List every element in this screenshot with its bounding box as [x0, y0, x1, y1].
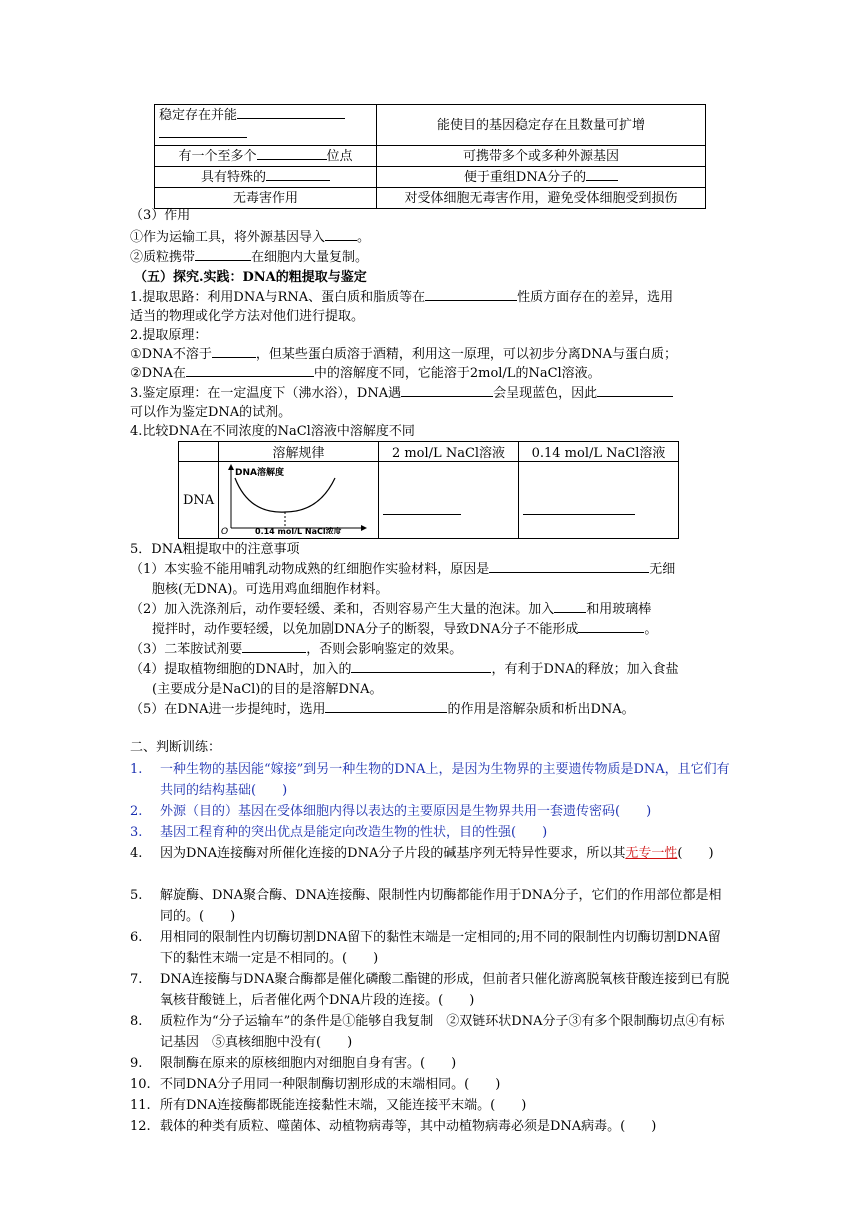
- item-number: 12.: [130, 1119, 151, 1134]
- section-heading: 5．DNA粗提取中的注意事项: [130, 542, 300, 557]
- solubility-graph-cell: [219, 462, 379, 539]
- item-number: 10.: [130, 1077, 151, 1092]
- answer-blank: [523, 502, 635, 515]
- cell-text: 可携带多个或多种外源基因: [377, 146, 706, 167]
- y-axis-label: DNA溶解度: [235, 468, 284, 478]
- text-line: （5）在DNA进一步提纯时，选用 的作用是溶解杂质和析出DNA。: [130, 702, 635, 717]
- solubility-curve-graph: [219, 462, 369, 534]
- answer-blank: [425, 288, 517, 301]
- item-text: 质粒作为“分子运输车”的条件是①能够自我复制 ②双链环状DNA分子③有多个限制酶切点④有标记基因 ⑤真核细胞中没有( ): [160, 1014, 725, 1050]
- item-number: 8.: [130, 1014, 143, 1029]
- item-text: 不同DNA分子用同一种限制酶切割形成的末端相同。( ): [160, 1077, 501, 1092]
- answer-blank: [401, 384, 493, 397]
- section-heading: （五）探究.实践：DNA的粗提取与鉴定: [134, 270, 367, 285]
- answer-blank: [325, 700, 447, 713]
- list-item: [130, 885, 730, 927]
- item-number: 11.: [130, 1098, 151, 1113]
- list-item: [130, 1074, 730, 1095]
- text-line: （3）二苯胺试剂要 ，否则会影响鉴定的效果。: [130, 642, 463, 657]
- cell-text: 便于重组DNA分子的: [463, 170, 587, 185]
- highlighted-text: 无专一性: [625, 846, 678, 861]
- answer-blank: [212, 345, 256, 358]
- table-row: [155, 105, 706, 146]
- table-row: [155, 146, 706, 167]
- answer-blank: [325, 228, 357, 241]
- cell-text: 稳定存在并能: [159, 108, 238, 123]
- list-item: [130, 927, 730, 969]
- table-row: [179, 462, 679, 539]
- section-heading: 二、判断训练：: [130, 740, 222, 755]
- text-line: （1）本实验不能用哺乳动物成熟的红细胞作实验材料，原因是 无细: [130, 562, 676, 577]
- item-text: 一种生物的基因能“嫁接”到另一种生物的DNA上，是因为生物界的主要遗传物质是DNA，且它们有共同的结构基础( ): [160, 762, 730, 798]
- answer-blank: [554, 600, 586, 613]
- cell-text: 位点: [326, 149, 353, 164]
- item-text: 解旋酶、DNA聚合酶、DNA连接酶、限制性内切酶都能作用于DNA分子，它们的作用部位都是相同的。( ): [160, 888, 722, 924]
- item-number: 3.: [130, 825, 143, 840]
- answer-blank: [186, 364, 314, 377]
- text-line: ①DNA不溶于 ，但某些蛋白质溶于酒精，利用这一原理，可以初步分离DNA与蛋白质；: [130, 347, 678, 362]
- item-text: 因为DNA连接酶对所催化连接的DNA分子片段的碱基序列无特异性要求，所以其无专一性( ): [160, 846, 714, 861]
- text-line: 胞核(无DNA)。可选用鸡血细胞作材料。: [152, 582, 389, 597]
- text-line: 3.鉴定原理：在一定温度下（沸水浴），DNA遇 会呈现蓝色，因此: [130, 384, 673, 404]
- table-row: [179, 442, 679, 462]
- text-line: 2.提取原理：: [130, 328, 208, 343]
- text-line: (主要成分是NaCl)的目的是溶解DNA。: [152, 682, 383, 697]
- cell-text: 能使目的基因稳定存在且数量可扩增: [377, 105, 706, 146]
- column-header: 0.14 mol/L NaCl溶液: [519, 442, 679, 462]
- answer-blank: [159, 125, 247, 138]
- list-item: [130, 822, 730, 843]
- table-row: [155, 188, 706, 209]
- list-item: [130, 843, 730, 864]
- answer-blank: [237, 106, 345, 119]
- solubility-table: [178, 441, 679, 539]
- text-line: 1.提取思路：利用DNA与RNA、蛋白质和脂质等在 性质方面存在的差异，选用: [130, 290, 674, 305]
- column-header: 2 mol/L NaCl溶液: [379, 442, 519, 462]
- column-header: 溶解规律: [219, 442, 379, 462]
- list-item: [130, 1011, 730, 1053]
- answer-blank: [266, 168, 330, 181]
- list-item: [130, 759, 730, 801]
- item-text: 外源（目的）基因在受体细胞内得以表达的主要原因是生物界共用一套遗传密码( ): [160, 804, 652, 819]
- section-heading: （3）作用: [130, 208, 191, 223]
- cell-text: 无毒害作用: [155, 188, 377, 209]
- cell-text: 具有特殊的: [200, 170, 266, 185]
- item-text: 载体的种类有质粒、噬菌体、动植物病毒等，其中动植物病毒必须是DNA病毒。( ): [160, 1119, 657, 1134]
- item-number: 4.: [130, 846, 143, 861]
- item-text: 用相同的限制性内切酶切割DNA留下的黏性末端是一定相同的;用不同的限制性内切酶切割DNA留下的黏性末端一定是不相同的。( ): [160, 930, 721, 966]
- item-number: 2.: [130, 804, 143, 819]
- text-line: ②质粒携带 在细胞内大量复制。: [130, 250, 369, 265]
- answer-blank: [489, 560, 649, 573]
- answer-blank: [242, 640, 306, 653]
- list-item: [130, 1116, 730, 1137]
- answer-blank: [578, 620, 644, 633]
- answer-blank: [195, 248, 251, 261]
- item-text: 基因工程育种的突出优点是能定向改造生物的性状，目的性强( ): [160, 825, 548, 840]
- answer-blank: [586, 168, 618, 181]
- answer-blank: [597, 384, 673, 397]
- item-text: 限制酶在原来的原核细胞内对细胞自身有害。( ): [160, 1056, 457, 1071]
- answer-blank: [257, 147, 327, 160]
- list-item: [130, 969, 730, 1011]
- cell-text: 有一个至多个: [178, 149, 257, 164]
- item-number: 9.: [130, 1056, 143, 1071]
- item-number: 5.: [130, 888, 143, 903]
- text-line: （4）提取植物细胞的DNA时，加入的 ，有利于DNA的释放；加入食盐: [130, 662, 679, 677]
- solubility-curve: [235, 478, 335, 512]
- item-number: 1.: [130, 762, 143, 777]
- table-row: [155, 167, 706, 188]
- list-item: [130, 801, 730, 822]
- text-line: ②DNA在 中的溶解度不同，它能溶于2mol/L的NaCl溶液。: [130, 366, 601, 381]
- cell-text: 对受体细胞无毒害作用，避免受体细胞受到损伤: [377, 188, 706, 209]
- list-item: [130, 1095, 730, 1116]
- item-text: DNA连接酶与DNA聚合酶都是催化磷酸二酯键的形成，但前者只催化游离脱氧核苷酸连接到已有脱氧核苷酸链上，后者催化两个DNA片段的连接。( ): [160, 972, 730, 1008]
- list-item: [130, 1053, 730, 1074]
- vector-conditions-table: [154, 104, 706, 209]
- origin-label: O: [221, 527, 229, 534]
- item-text: 所有DNA连接酶都既能连接黏性末端，又能连接平末端。( ): [160, 1098, 527, 1113]
- item-number: 6.: [130, 930, 143, 945]
- text-line: （2）加入洗涤剂后，动作要轻缓、柔和，否则容易产生大量的泡沫。加入 和用玻璃棒: [130, 602, 652, 617]
- text-line: ①作为运输工具，将外源基因导入 。: [130, 230, 371, 245]
- text-line: 4.比较DNA在不同浓度的NaCl溶液中溶解度不同: [130, 424, 415, 439]
- answer-blank: [351, 660, 491, 673]
- text-line: 可以作为鉴定DNA的试剂。: [130, 405, 292, 420]
- x-axis-label: 0.14 mol/L NaCl浓度: [255, 527, 342, 534]
- row-label: DNA: [179, 462, 219, 539]
- answer-blank: [383, 502, 461, 515]
- y-axis-arrow: [228, 464, 234, 470]
- text-line: 搅拌时，动作要轻缓，以免加剧DNA分子的断裂，导致DNA分子不能形成 。: [152, 622, 658, 637]
- text-line: 适当的物理或化学方法对他们进行提取。: [130, 309, 365, 324]
- item-number: 7.: [130, 972, 143, 987]
- x-axis-arrow: [361, 525, 367, 531]
